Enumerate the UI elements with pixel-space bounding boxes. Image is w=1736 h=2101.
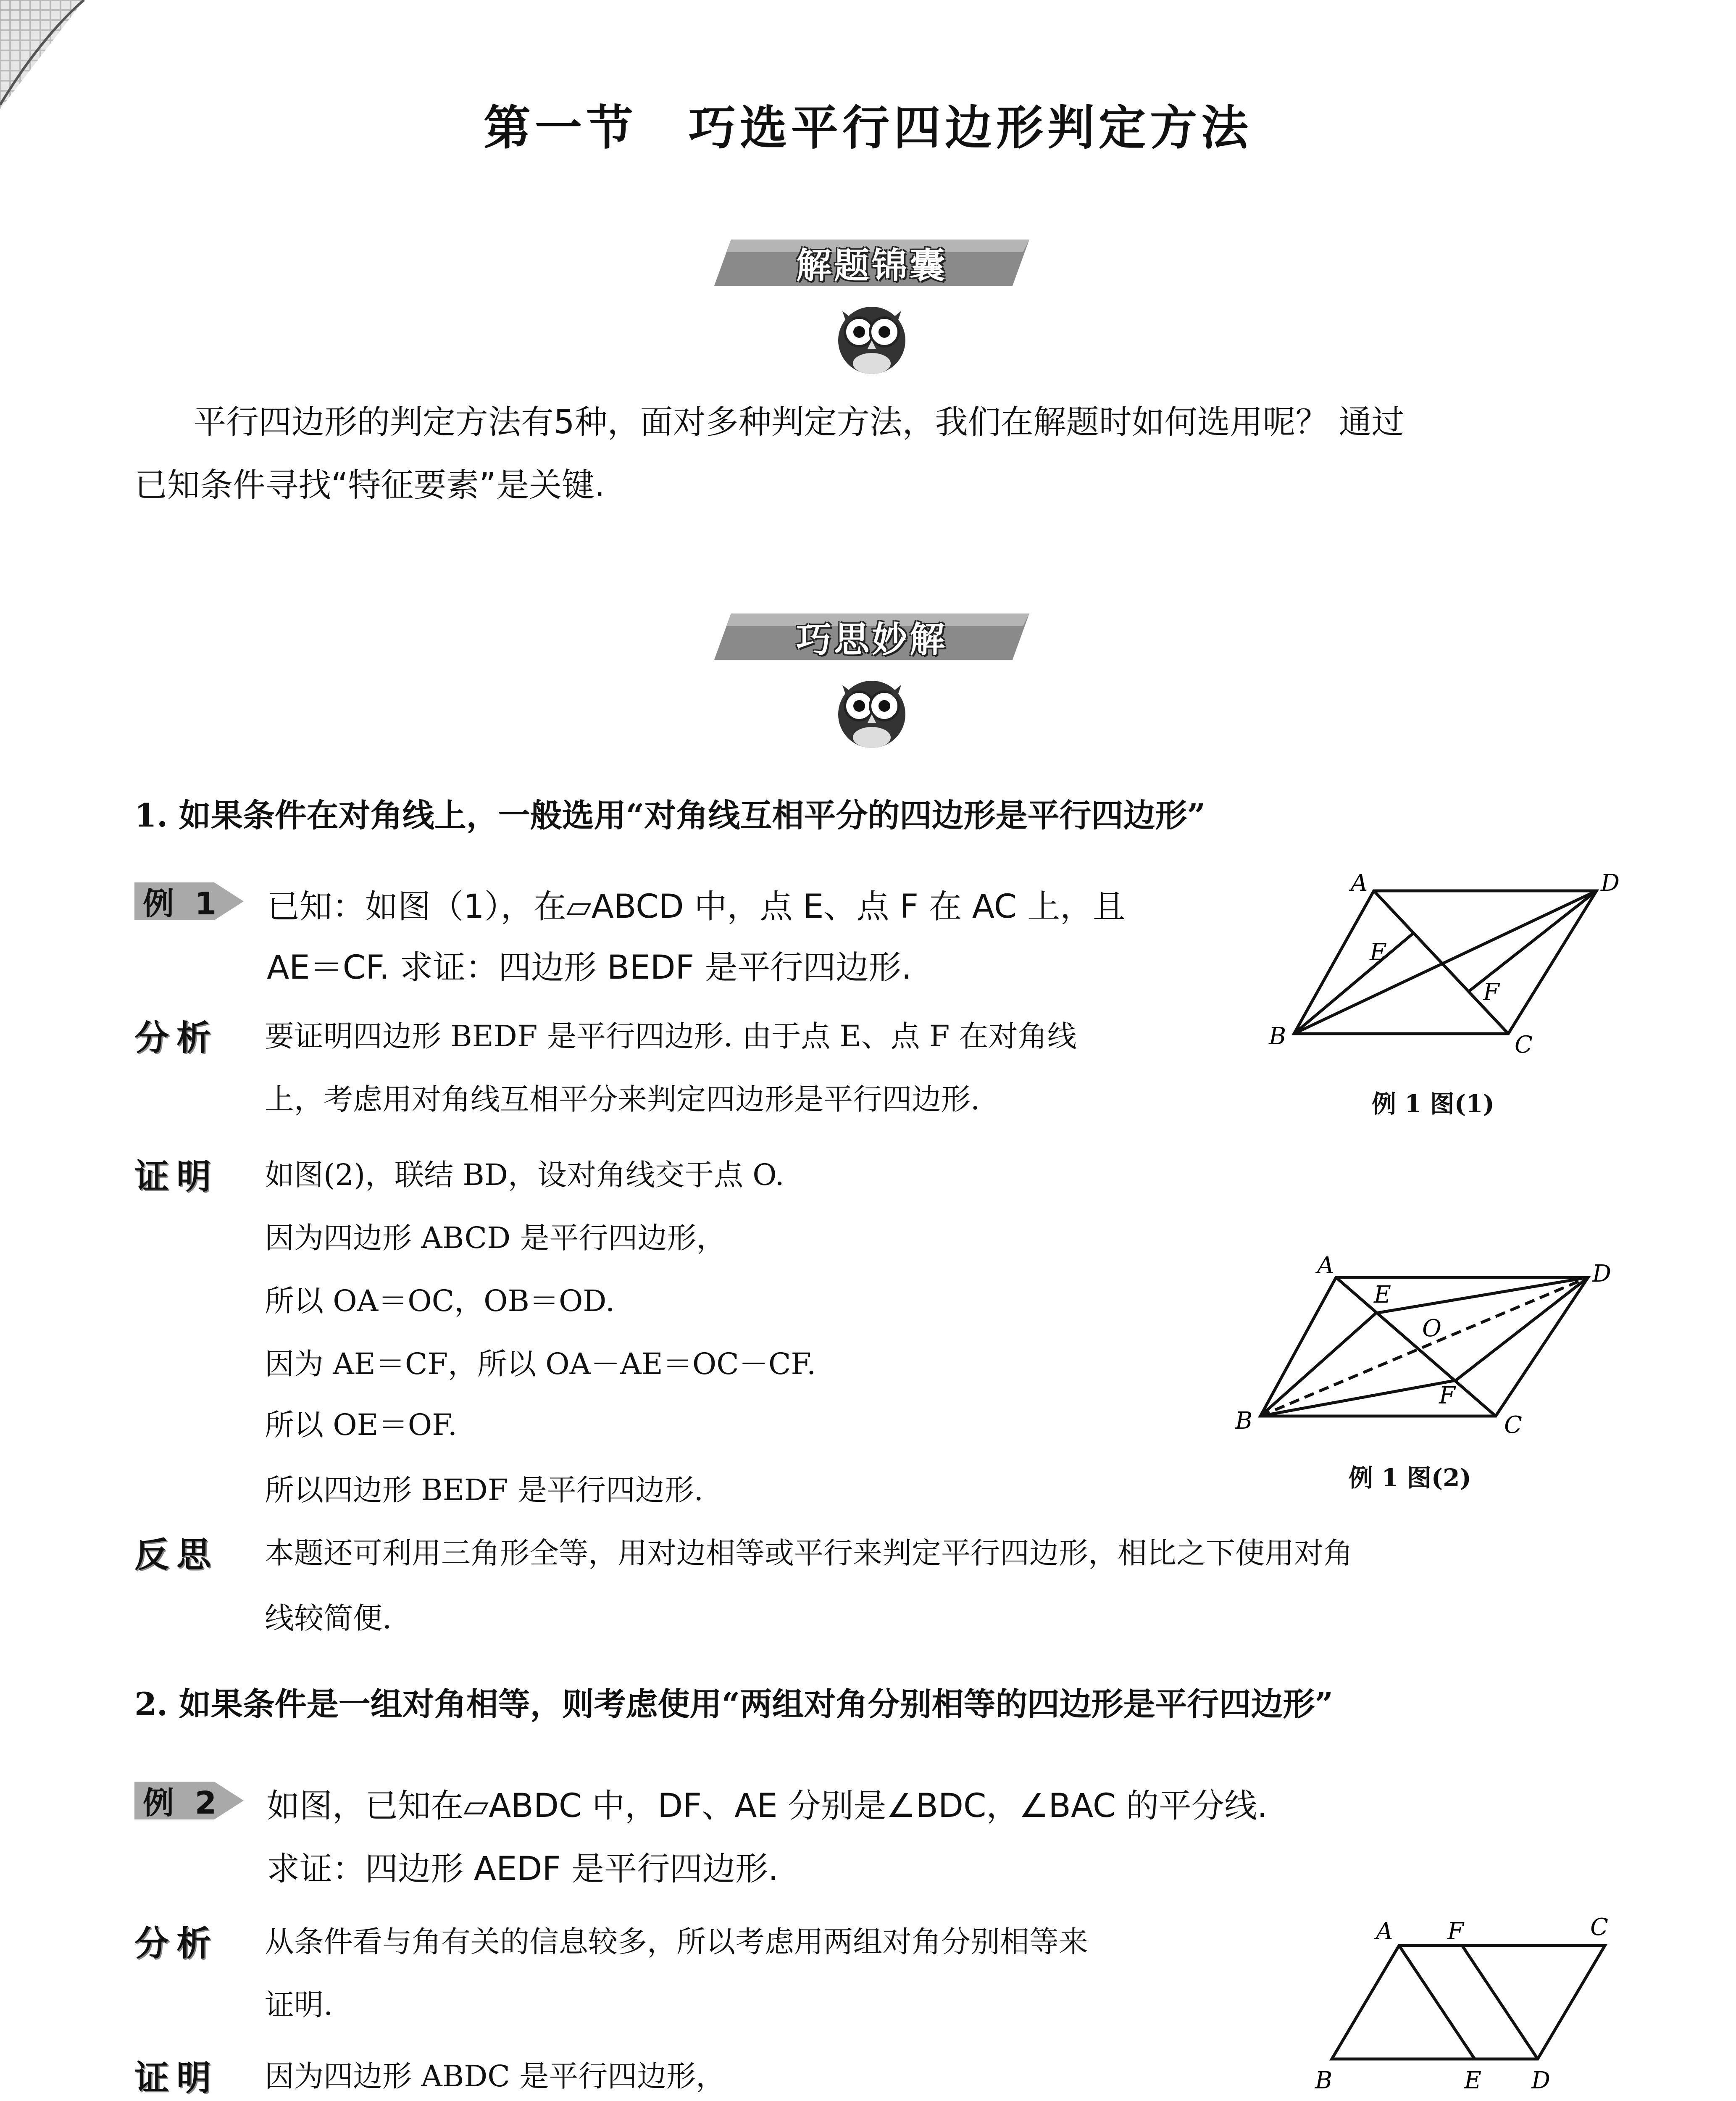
section-2-heading: 2. 如果条件是一组对角相等，则考虑使用“两组对角分别相等的四边形是平行四边形” (134, 1685, 1334, 1723)
fig3-label-a: A (1376, 1918, 1393, 1945)
analysis-2-line-2: 证明. (265, 1988, 333, 2022)
example-1-figure-2-caption: 例 1 图(2) (1349, 1464, 1471, 1492)
fig2-label-o: O (1422, 1315, 1441, 1342)
analysis-1-line-1: 要证明四边形 BEDF 是平行四边形. 由于点 E、点 F 在对角线 (265, 1019, 1077, 1053)
fig1-label-c: C (1515, 1031, 1533, 1058)
section-banner-solutions (714, 609, 1029, 664)
proof-label-1: 证明 (134, 1157, 219, 1197)
fig1-label-b: B (1269, 1023, 1286, 1050)
fig2-label-c: C (1504, 1411, 1522, 1439)
fig2-label-a: A (1317, 1256, 1334, 1279)
banner-solutions-text: 巧思妙解 (796, 619, 947, 660)
fig3-label-f: F (1447, 1918, 1464, 1945)
intro-line-2: 已知条件寻找“特征要素”是关键. (134, 466, 605, 504)
fig2-label-f: F (1439, 1382, 1455, 1409)
example-1-figure-1-caption: 例 1 图(1) (1372, 1090, 1494, 1118)
example-1-line-2: AE＝CF. 求证：四边形 BEDF 是平行四边形. (267, 949, 912, 987)
example-1-figure-1 (1260, 874, 1647, 1084)
proof-1-line-1: 如图(2)，联结 BD，设对角线交于点 O. (265, 1158, 784, 1192)
reflect-label-1: 反思 (134, 1535, 219, 1575)
fig3-label-e: E (1464, 2067, 1481, 2094)
example-2-tag (134, 1777, 244, 1824)
example-2-line-1: 如图，已知在▱ABDC 中，DF、AE 分别是∠BDC，∠BAC 的平分线. (267, 1787, 1268, 1825)
proof-2-line-1: 因为四边形 ABDC 是平行四边形， (265, 2059, 726, 2093)
fig2-label-d: D (1592, 1260, 1611, 1287)
banner-tips-text: 解题锦囊 (796, 245, 947, 286)
reflect-1-line-2: 线较简便. (265, 1601, 392, 1635)
fig3-label-b: B (1315, 2067, 1333, 2094)
example-2-figure (1302, 1904, 1639, 2101)
example-2-line-2: 求证：四边形 AEDF 是平行四边形. (267, 1850, 779, 1888)
owl-icon (830, 294, 914, 378)
fig3-label-d: D (1531, 2067, 1550, 2094)
proof-1-line-3: 所以 OA＝OC，OB＝OD. (265, 1284, 615, 1318)
example-1-line-1: 已知：如图（1），在▱ABCD 中，点 E、点 F 在 AC 上，且 (267, 888, 1126, 926)
fig1-label-f: F (1483, 979, 1499, 1006)
owl-icon-2 (830, 668, 914, 752)
proof-1-line-2: 因为四边形 ABCD 是平行四边形， (265, 1221, 726, 1255)
fig1-label-a: A (1351, 874, 1368, 897)
fig2-label-e: E (1374, 1281, 1391, 1309)
reflect-1-line-1: 本题还可利用三角形全等，用对边相等或平行来判定平行四边形，相比之下使用对角 (265, 1536, 1353, 1570)
fig3-label-c: C (1590, 1914, 1608, 1941)
intro-line-1: 平行四边形的判定方法有5种，面对多种判定方法，我们在解题时如何选用呢？ 通过 (193, 403, 1405, 441)
example-1-tag-text: 例 1 (143, 886, 222, 922)
analysis-1-line-2: 上，考虑用对角线互相平分来判定四边形是平行四边形. (265, 1082, 980, 1116)
page-title: 第一节 巧选平行四边形判定方法 (484, 101, 1252, 155)
section-banner-tips (714, 235, 1029, 290)
example-1-tag (134, 878, 244, 924)
proof-1-line-5: 所以 OE＝OF. (265, 1408, 458, 1442)
fig1-label-d: D (1601, 874, 1620, 897)
proof-1-line-4: 因为 AE＝CF，所以 OA－AE＝OC－CF. (265, 1347, 816, 1381)
fig2-label-b: B (1235, 1407, 1253, 1435)
example-1-figure-2 (1227, 1256, 1647, 1450)
analysis-2-line-1: 从条件看与角有关的信息较多，所以考虑用两组对角分别相等来 (265, 1925, 1088, 1959)
example-2-tag-text: 例 2 (143, 1785, 222, 1821)
analysis-label-2: 分析 (134, 1924, 219, 1964)
proof-1-line-6: 所以四边形 BEDF 是平行四边形. (265, 1473, 703, 1507)
analysis-label-1: 分析 (134, 1018, 219, 1058)
section-1-heading: 1. 如果条件在对角线上，一般选用“对角线互相平分的四边形是平行四边形” (134, 797, 1206, 834)
fig1-label-e: E (1370, 939, 1387, 966)
proof-label-2: 证明 (134, 2058, 219, 2098)
